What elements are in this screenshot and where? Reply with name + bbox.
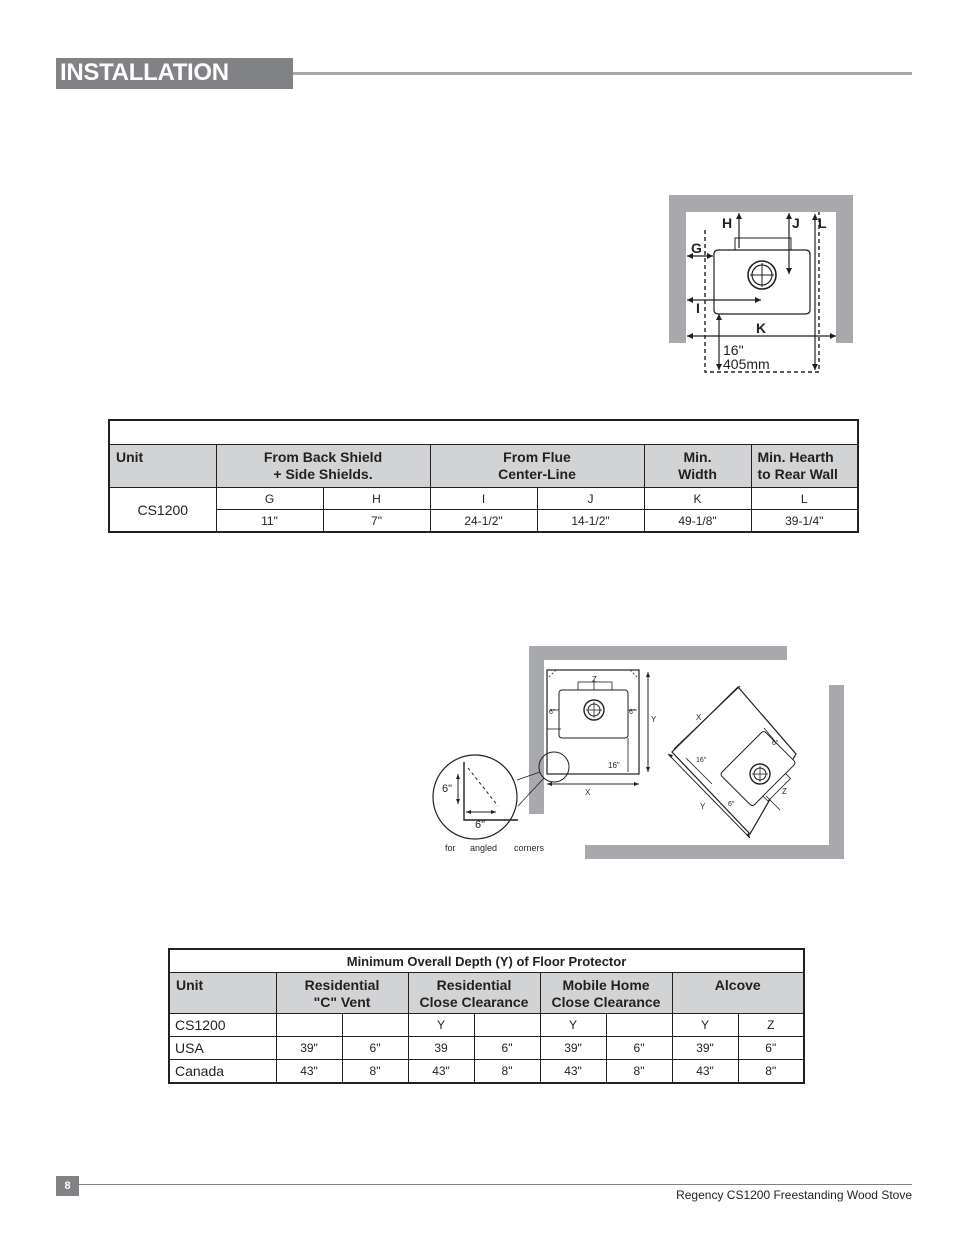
table1-letter-k: K [644, 488, 751, 510]
caption-angled: angled [470, 843, 498, 853]
table1-value-h: 7" [323, 510, 430, 533]
table1-letter-i: I [430, 488, 537, 510]
table2-cell [474, 1014, 540, 1037]
table1-header-min-width: Min. Width [644, 445, 751, 488]
label-g: G [691, 240, 702, 256]
table2-cell: 39" [672, 1037, 738, 1060]
label-6-right-a: 6" [772, 740, 779, 747]
table2-header-res-close: Residential Close Clearance [408, 973, 540, 1014]
table1-header-min-hearth: Min. Hearth to Rear Wall [751, 445, 858, 488]
label-j: J [792, 215, 800, 231]
table2-cell: 39 [408, 1037, 474, 1060]
clearance-diagram [665, 192, 859, 376]
table2-cell: Y [540, 1014, 606, 1037]
label-y-left: Y [651, 715, 657, 724]
label-i: I [696, 300, 700, 316]
label-6-left-a: 6" [549, 709, 556, 716]
table1-title-row [109, 420, 858, 445]
table2-cell [342, 1014, 408, 1037]
table1-value-g: 11" [216, 510, 323, 533]
page-number: 8 [64, 1180, 71, 1192]
table2-cell: 6" [738, 1037, 804, 1060]
table2-cell: 43" [672, 1060, 738, 1084]
callout-6-vertical: 6" [442, 783, 453, 795]
label-h: H [722, 215, 733, 231]
table2-header-res-c-vent: Residential "C" Vent [276, 973, 408, 1014]
table2-row-label: Canada [169, 1060, 276, 1084]
label-z-left: Z [592, 675, 597, 684]
table1-value-l: 39-1/4" [751, 510, 858, 533]
footer-doc-title: Regency CS1200 Freestanding Wood Stove [676, 1188, 912, 1202]
table2-cell: 8" [738, 1060, 804, 1084]
label-x-left: X [585, 788, 591, 797]
table1-letter-g: G [216, 488, 323, 510]
table2-cell: 6" [342, 1037, 408, 1060]
table1-unit-cell: CS1200 [109, 488, 216, 533]
label-16-left: 16" [608, 761, 620, 770]
table1-value-k: 49-1/8" [644, 510, 751, 533]
table2-cell: 39" [276, 1037, 342, 1060]
table1-header-flue: From Flue Center-Line [430, 445, 644, 488]
table2-cell: Z [738, 1014, 804, 1037]
table2-cell: 8" [606, 1060, 672, 1084]
caption-for: for [445, 843, 456, 853]
table2-title: Minimum Overall Depth (Y) of Floor Protector [169, 949, 804, 973]
dim-405mm: 405mm [723, 356, 770, 372]
table1-value-j: 14-1/2" [537, 510, 644, 533]
table2-row-label: USA [169, 1037, 276, 1060]
table2-cell: 6" [606, 1037, 672, 1060]
label-6-left-b: 6" [629, 709, 636, 716]
label-z-right: Z [782, 787, 787, 796]
table2-cell: 39" [540, 1037, 606, 1060]
table2-cell: 8" [474, 1060, 540, 1084]
table2-cell: 6" [474, 1037, 540, 1060]
clearance-table [108, 419, 859, 533]
table1-letter-h: H [323, 488, 430, 510]
label-16-right: 16" [696, 757, 707, 764]
table2-cell: 8" [342, 1060, 408, 1084]
table2-header-alcove: Alcove [672, 973, 804, 1014]
header-rule [293, 72, 912, 75]
table2-cell: Y [408, 1014, 474, 1037]
table2-header-mobile: Mobile Home Close Clearance [540, 973, 672, 1014]
callout-6-horizontal: 6" [475, 819, 486, 831]
label-l: L [818, 215, 827, 231]
table2-cell: 43" [540, 1060, 606, 1084]
table2-cell [276, 1014, 342, 1037]
table2-cell [606, 1014, 672, 1037]
floor-protector-table [168, 948, 805, 1084]
label-x-right: X [696, 713, 702, 722]
label-y-right: Y [700, 802, 706, 811]
table1-header-unit: Unit [109, 445, 216, 488]
footer-rule [79, 1184, 912, 1185]
table2-cell: Y [672, 1014, 738, 1037]
caption-corners: corners [514, 843, 545, 853]
label-k: K [756, 320, 767, 336]
table1-value-i: 24-1/2" [430, 510, 537, 533]
table2-cell: 43" [408, 1060, 474, 1084]
table2-row-label: CS1200 [169, 1014, 276, 1037]
table2-cell: 43" [276, 1060, 342, 1084]
table1-letter-l: L [751, 488, 858, 510]
label-6-right-b: 6" [728, 801, 735, 808]
table1-letter-j: J [537, 488, 644, 510]
dim-16-inch: 16" [723, 342, 744, 358]
section-title: INSTALLATION [60, 59, 229, 86]
floor-protector-diagram [428, 644, 848, 860]
table1-header-back-shield: From Back Shield + Side Shields. [216, 445, 430, 488]
table2-header-unit: Unit [169, 973, 276, 1014]
